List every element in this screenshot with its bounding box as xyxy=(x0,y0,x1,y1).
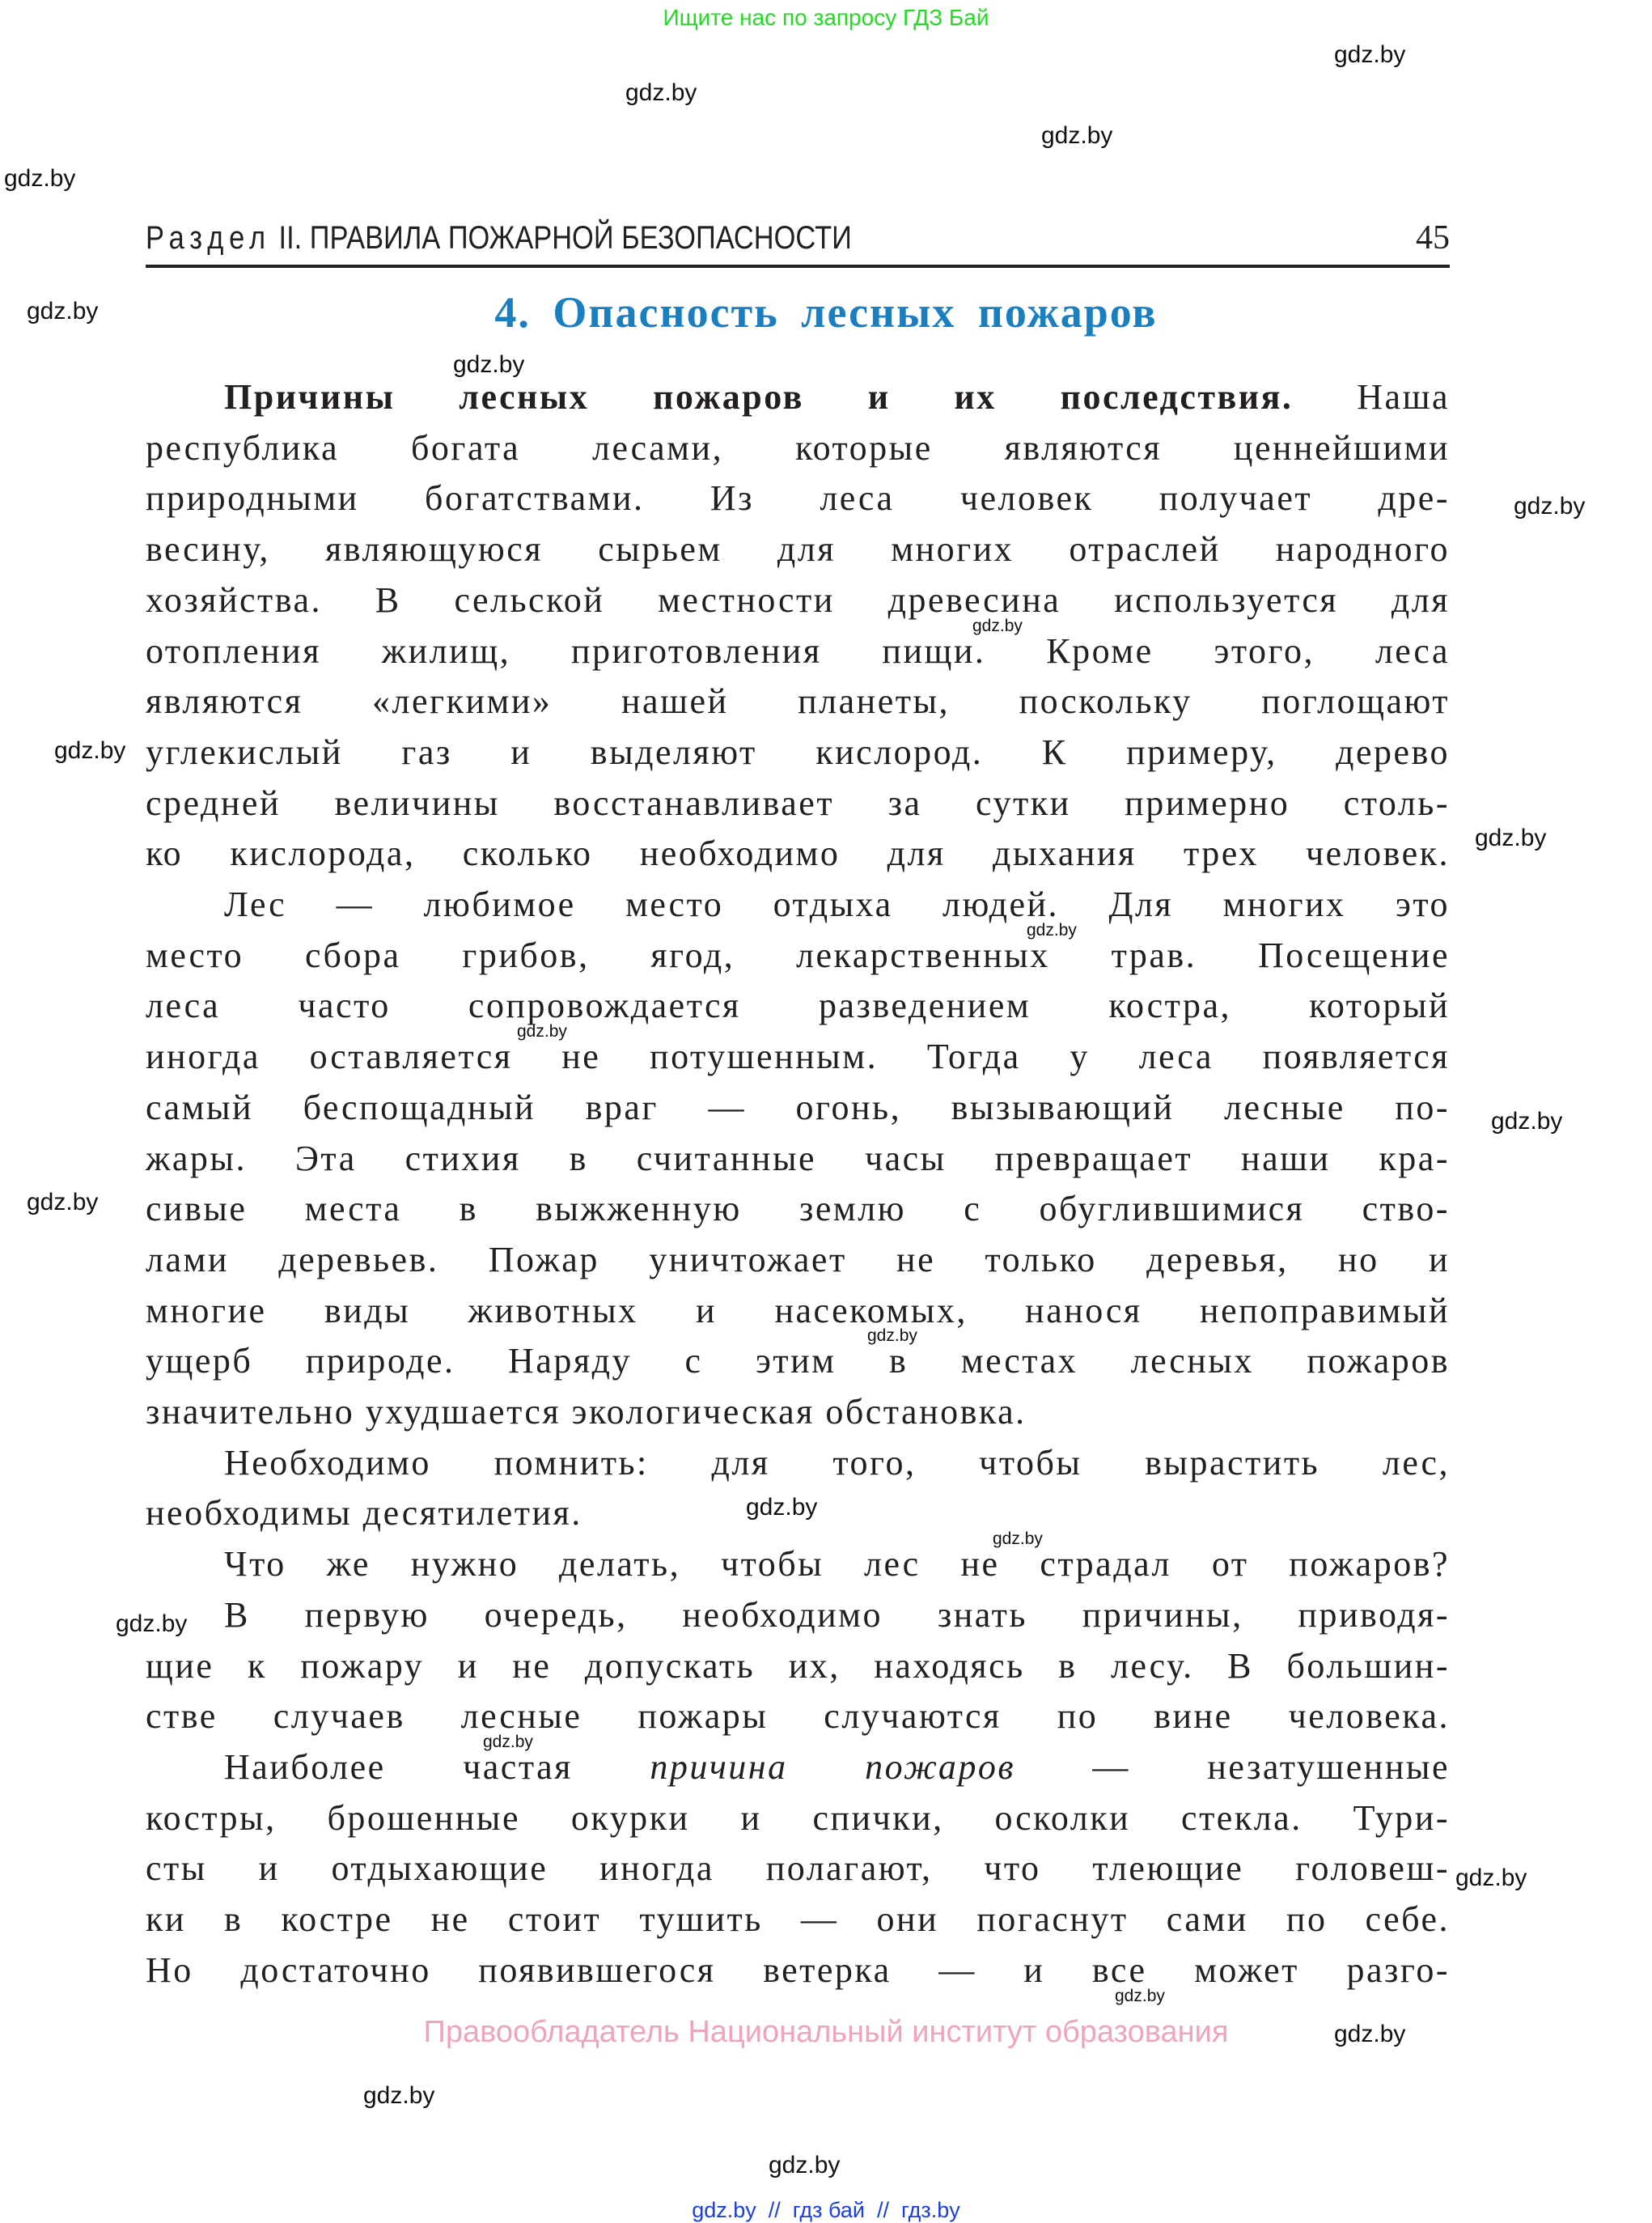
section-prefix: Раздел xyxy=(146,220,271,256)
watermark: gdz.by xyxy=(1455,1865,1527,1891)
text-line xyxy=(146,1189,1450,1229)
line-text: леса часто сопровождается разведением костра, который xyxy=(146,986,1450,1026)
text-line xyxy=(146,630,1450,671)
text-line xyxy=(146,783,1450,823)
section-title: II. ПРАВИЛА ПОЖАРНОЙ БЕЗОПАСНОСТИ xyxy=(270,220,852,256)
bottom-links[interactable]: gdz.by // гдз бай // гдз.by xyxy=(692,2198,960,2222)
line-text: хозяйства. В сельской местности древесина используется для xyxy=(146,579,1450,620)
text-line xyxy=(146,478,1450,519)
page-number: 45 xyxy=(1416,219,1450,257)
watermark: gdz.by xyxy=(453,351,525,378)
text-line xyxy=(224,1544,1450,1585)
watermark: gdz.by xyxy=(972,616,1023,635)
line-text: сивые места в выжженную землю с обуглившимися ство- xyxy=(146,1189,1450,1229)
chapter-title: 4. Опасность лесных пожаров xyxy=(494,288,1158,337)
text-line xyxy=(146,1493,582,1534)
text-line xyxy=(224,885,1450,924)
line-text: значительно ухудшается экологическая обстановка. xyxy=(146,1392,1027,1432)
watermark: gdz.by xyxy=(1027,920,1077,940)
text-line xyxy=(146,1848,1450,1889)
text-line xyxy=(146,1138,1450,1178)
line-text: В первую очередь, необходимо знать причины, приводя- xyxy=(224,1594,1450,1635)
text-line xyxy=(224,377,1450,417)
watermark: gdz.by xyxy=(625,79,697,106)
line-text: ки в костре не стоит тушить — они погаснут сами по себе. xyxy=(146,1899,1450,1939)
line-text: щие к пожару и не допускать их, находясь в лесу. В большин- xyxy=(146,1645,1450,1686)
watermark: gdz.by xyxy=(4,165,76,192)
watermark: gdz.by xyxy=(746,1494,818,1521)
line-text: Наиболее частая xyxy=(224,1746,650,1787)
emphasis: причина пожаров xyxy=(650,1746,1015,1787)
line-text: весину, являющуюся сырьем для многих отраслей народного xyxy=(146,529,1450,570)
text-line xyxy=(146,1037,1450,1077)
text-line xyxy=(146,681,1450,722)
text-line xyxy=(146,1087,1450,1127)
line-text: отопления жилищ, приготовления пищи. Кроме этого, леса xyxy=(146,630,1450,671)
line-text: костры, брошенные окурки и спички, осколки стекла. Тури- xyxy=(146,1797,1450,1838)
watermark: gdz.by xyxy=(363,2082,435,2109)
text-line xyxy=(146,1392,1027,1432)
paragraph-heading: Причины лесных пожаров и их последствия. xyxy=(224,377,1294,417)
text-line xyxy=(146,1239,1450,1279)
watermark: gdz.by xyxy=(1334,2021,1406,2047)
text-line xyxy=(146,986,1450,1026)
line-text: место сбора грибов, ягод, лекарственных трав. Посещение xyxy=(146,935,1450,975)
watermark: gdz.by xyxy=(116,1610,188,1637)
watermark: gdz.by xyxy=(1475,825,1547,851)
text-line xyxy=(146,1949,1450,1990)
text-line xyxy=(224,1594,1450,1635)
line-text: являются «легкими» нашей планеты, поскольку поглощают xyxy=(146,681,1450,722)
line-text: необходимы десятилетия. xyxy=(146,1493,582,1534)
line-text: иногда оставляется не потушенным. Тогда у леса появляется xyxy=(146,1037,1450,1077)
line-text: Необходимо помнить: для того, чтобы вырастить лес, xyxy=(224,1442,1450,1483)
line-text: самый беспощадный враг — огонь, вызывающий лесные по- xyxy=(146,1087,1450,1127)
watermark: gdz.by xyxy=(867,1326,917,1346)
text-line xyxy=(224,1746,1450,1787)
text-line xyxy=(224,1442,1450,1483)
header-rule xyxy=(146,265,1450,268)
line-text: ко кислорода, сколько необходимо для дыхания трех человек. xyxy=(146,834,1450,874)
text-line xyxy=(146,1696,1450,1737)
text-line xyxy=(146,935,1450,975)
line-text: Что же нужно делать, чтобы лес не страдал от пожаров? xyxy=(224,1544,1450,1585)
line-text: ущерб природе. Наряду с этим в местах лесных пожаров xyxy=(146,1341,1450,1381)
line-text: средней величины восстанавливает за сутки примерно столь- xyxy=(146,783,1450,823)
line-text: жары. Эта стихия в считанные часы превращает наши кра- xyxy=(146,1138,1450,1178)
watermark: gdz.by xyxy=(483,1733,533,1751)
watermark: gdz.by xyxy=(27,298,99,325)
watermark: gdz.by xyxy=(1514,493,1586,520)
line-text: сты и отдыхающие иногда полагают, что тлеющие головеш- xyxy=(146,1848,1450,1889)
text-line xyxy=(146,579,1450,620)
running-head xyxy=(146,220,1267,257)
watermark: gdz.by xyxy=(517,1022,567,1042)
line-text: Лес — любимое место отдыха людей. Для многих это xyxy=(224,885,1450,924)
watermark: gdz.by xyxy=(1491,1108,1563,1135)
line-text: углекислый газ и выделяют кислород. К примеру, дерево xyxy=(146,732,1450,772)
text-line xyxy=(146,1645,1450,1686)
top-banner: Ищите нас по запросу ГДЗ Бай xyxy=(663,5,989,30)
line-text: Наша xyxy=(1293,377,1450,417)
line-text: многие виды животных и насекомых, нанося непоправимый xyxy=(146,1290,1450,1330)
text-line xyxy=(146,529,1450,570)
watermark: gdz.by xyxy=(1115,1986,1165,2005)
text-line xyxy=(146,427,1450,468)
watermark: gdz.by xyxy=(1041,122,1113,149)
watermark: gdz.by xyxy=(769,2152,841,2178)
text-line xyxy=(146,1290,1450,1330)
line-text: Но достаточно появившегося ветерка — и все может разго- xyxy=(146,1949,1450,1990)
text-line xyxy=(146,1797,1450,1838)
watermark: gdz.by xyxy=(54,737,126,764)
text-line xyxy=(146,834,1450,874)
text-line xyxy=(146,1341,1450,1381)
watermark: gdz.by xyxy=(1334,41,1406,68)
text-line xyxy=(146,732,1450,772)
watermark: gdz.by xyxy=(993,1529,1043,1549)
line-text: лами деревьев. Пожар уничтожает не только деревья, но и xyxy=(146,1239,1450,1279)
line-text: республика богата лесами, которые являются ценнейшими xyxy=(146,427,1450,468)
line-text: стве случаев лесные пожары случаются по вине человека. xyxy=(146,1696,1450,1737)
copyright-note: Правообладатель Национальный институт образования xyxy=(423,2015,1229,2049)
text-line xyxy=(146,1899,1450,1939)
line-text: — незатушенные xyxy=(1014,1746,1450,1787)
line-text: природными богатствами. Из леса человек получает дре- xyxy=(146,478,1450,519)
watermark: gdz.by xyxy=(27,1189,99,1215)
